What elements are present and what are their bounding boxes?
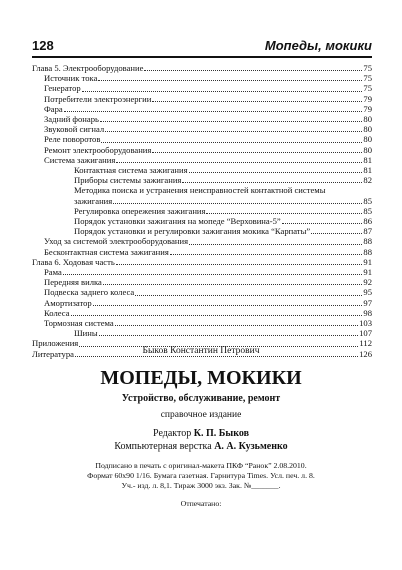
toc-entry bbox=[32, 206, 372, 216]
toc-entry-title: Реле поворотов bbox=[44, 134, 101, 145]
toc-leader bbox=[82, 91, 363, 92]
toc-entry-page: 88 bbox=[363, 246, 372, 257]
toc-entry bbox=[32, 257, 372, 267]
toc-entry-page: 79 bbox=[363, 93, 372, 104]
toc-entry bbox=[32, 114, 372, 124]
toc-entry-title: Приложения bbox=[32, 338, 79, 349]
toc-entry-title: Рама bbox=[44, 267, 62, 278]
toc-entry bbox=[32, 145, 372, 155]
toc-leader bbox=[64, 111, 363, 112]
toc-entry-page: 95 bbox=[363, 287, 372, 298]
toc-entry-title: Подвеска заднего колеса bbox=[44, 287, 135, 298]
print-info-line-1: Подписано в печать с оригинал-макета ПКФ “Ранок” 2.08.2010. bbox=[95, 461, 307, 470]
toc-entry-page: 107 bbox=[359, 328, 372, 339]
toc-leader bbox=[93, 305, 363, 306]
toc-entry bbox=[32, 318, 372, 328]
toc-entry-title: Бесконтактная система зажигания bbox=[44, 246, 169, 257]
toc-entry-page: 87 bbox=[363, 226, 372, 237]
toc-leader bbox=[206, 213, 362, 214]
toc-entry-title: Задний фонарь bbox=[44, 114, 99, 125]
toc-entry bbox=[32, 267, 372, 277]
toc-leader bbox=[170, 254, 363, 255]
toc-entry-page: 80 bbox=[363, 144, 372, 155]
toc-leader bbox=[189, 244, 362, 245]
toc-entry-page: 75 bbox=[363, 63, 372, 73]
author-name: Быков Константин Петрович bbox=[142, 346, 260, 356]
toc-leader bbox=[116, 264, 363, 265]
toc-entry bbox=[32, 165, 372, 175]
toc-entry-page: 98 bbox=[363, 307, 372, 318]
toc-entry-title: Система зажигания bbox=[44, 154, 116, 165]
toc-entry bbox=[32, 328, 372, 338]
toc-entry-title: Литература bbox=[32, 348, 74, 359]
toc-leader bbox=[98, 80, 362, 81]
toc-entry bbox=[32, 287, 372, 297]
toc-leader bbox=[101, 142, 362, 143]
toc-entry-page: 126 bbox=[359, 348, 372, 359]
toc-entry-title: Глава 6. Ходовая часть bbox=[32, 256, 115, 267]
toc-entry bbox=[32, 308, 372, 318]
toc-entry-page: 92 bbox=[363, 277, 372, 288]
toc-entry-title: Потребители электроэнергии bbox=[44, 93, 152, 104]
toc-entry-page: 112 bbox=[359, 338, 372, 349]
toc-entry bbox=[32, 63, 372, 73]
layout-name: А. А. Кузьменко bbox=[214, 441, 288, 452]
layout-line bbox=[0, 440, 402, 453]
print-info-line-2: Формат 60х90 1/16. Бумага газетная. Гарнитура Times. Усл. печ. л. 8. bbox=[87, 471, 315, 480]
toc-leader bbox=[115, 325, 358, 326]
toc-entry-page: 103 bbox=[359, 318, 372, 329]
toc-entry-title: Уход за системой электрооборудования bbox=[44, 236, 189, 247]
toc-leader bbox=[99, 335, 358, 336]
toc-leader bbox=[116, 162, 362, 163]
editor-line bbox=[0, 427, 402, 440]
toc-entry bbox=[32, 134, 372, 144]
toc-entry bbox=[32, 226, 372, 236]
toc-entry-title: Генератор bbox=[44, 83, 81, 94]
toc-entry-page: 85 bbox=[363, 205, 372, 216]
book-subtitle: Устройство, обслуживание, ремонт bbox=[121, 393, 281, 404]
toc-entry-title: Источник тока bbox=[44, 73, 98, 84]
toc-leader bbox=[189, 172, 363, 173]
toc-leader bbox=[282, 223, 363, 224]
toc-entry-page: 81 bbox=[363, 165, 372, 176]
book-main-title: МОПЕДЫ, МОКИКИ bbox=[100, 367, 302, 389]
toc-entry-title: Ремонт электрооборудования bbox=[44, 144, 152, 155]
toc-entry bbox=[32, 94, 372, 104]
toc-leader bbox=[71, 315, 363, 316]
toc-entry bbox=[32, 298, 372, 308]
toc-entry bbox=[32, 104, 372, 114]
toc-entry-title: Порядок установки и регулировки зажигания мокика “Карпаты” bbox=[74, 226, 311, 237]
toc-leader bbox=[100, 121, 362, 122]
running-title: Мопеды, мокики bbox=[264, 38, 372, 53]
toc-entry bbox=[32, 83, 372, 93]
toc-leader bbox=[182, 182, 362, 183]
toc-entry-title: Амортизатор bbox=[44, 297, 92, 308]
toc-leader bbox=[105, 131, 362, 132]
toc-entry-title: Контактная система зажигания bbox=[74, 165, 188, 176]
table-of-contents bbox=[32, 63, 372, 359]
toc-leader bbox=[152, 152, 362, 153]
toc-entry-page: 91 bbox=[363, 267, 372, 278]
toc-entry bbox=[32, 247, 372, 257]
toc-entry-title: Методика поиска и устранения неисправностей контактной системы зажигания bbox=[74, 185, 326, 206]
toc-entry bbox=[32, 175, 372, 185]
toc-leader bbox=[103, 284, 363, 285]
printed-label: Отпечатано: bbox=[180, 499, 222, 508]
toc-entry-page: 80 bbox=[363, 114, 372, 125]
toc-entry bbox=[32, 124, 372, 134]
layout-label: Компьютерная верстка bbox=[114, 441, 212, 452]
page-header bbox=[32, 38, 372, 58]
toc-leader bbox=[63, 274, 363, 275]
page-number: 128 bbox=[32, 38, 54, 53]
toc-entry-page: 81 bbox=[363, 154, 372, 165]
toc-entry bbox=[32, 236, 372, 246]
editor-label: Редактор bbox=[153, 428, 192, 439]
toc-entry-title: Порядок установки зажигания на мопеде “Верховина-5” bbox=[74, 216, 281, 227]
header-rule bbox=[32, 56, 372, 58]
toc-leader bbox=[311, 233, 362, 234]
toc-leader bbox=[135, 295, 362, 296]
print-info-line-3: Уч.- изд. л. 8,1. Тираж 3000 экз. Зак. №_______. bbox=[121, 481, 281, 490]
toc-entry bbox=[32, 216, 372, 226]
toc-entry bbox=[32, 73, 372, 83]
toc-entry bbox=[32, 155, 372, 165]
toc-entry-title: Фара bbox=[44, 103, 63, 114]
toc-entry bbox=[32, 185, 372, 205]
toc-entry-title: Тормозная система bbox=[44, 318, 114, 329]
editor-name: К. П. Быков bbox=[193, 428, 249, 439]
toc-entry-title: Звуковой сигнал bbox=[44, 124, 105, 135]
toc-entry-title: Регулировка опережения зажигания bbox=[74, 205, 206, 216]
toc-entry-page: 80 bbox=[363, 124, 372, 135]
toc-entry-page: 88 bbox=[363, 236, 372, 247]
toc-entry-title: Колеса bbox=[44, 307, 70, 318]
toc-entry-page: 79 bbox=[363, 103, 372, 114]
toc-entry-page: 97 bbox=[363, 297, 372, 308]
toc-entry bbox=[32, 277, 372, 287]
edition-type: справочное издание bbox=[160, 410, 242, 420]
toc-entry-page: 75 bbox=[363, 73, 372, 84]
toc-entry-page: 86 bbox=[363, 216, 372, 227]
toc-entry-page: 91 bbox=[363, 256, 372, 267]
toc-entry-title: Глава 5. Электрооборудование bbox=[32, 63, 144, 73]
toc-entry-title: Приборы системы зажигания bbox=[74, 175, 182, 186]
toc-leader bbox=[144, 70, 362, 71]
toc-entry-page: 82 bbox=[363, 175, 372, 186]
toc-entry-page: 80 bbox=[363, 134, 372, 145]
toc-entry-title: Шины bbox=[74, 328, 98, 339]
toc-entry-title: Передняя вилка bbox=[44, 277, 102, 288]
toc-entry-page: 75 bbox=[363, 83, 372, 94]
toc-leader bbox=[152, 101, 362, 102]
toc-entry-page: 85 bbox=[363, 195, 372, 206]
imprint-block bbox=[0, 345, 402, 508]
